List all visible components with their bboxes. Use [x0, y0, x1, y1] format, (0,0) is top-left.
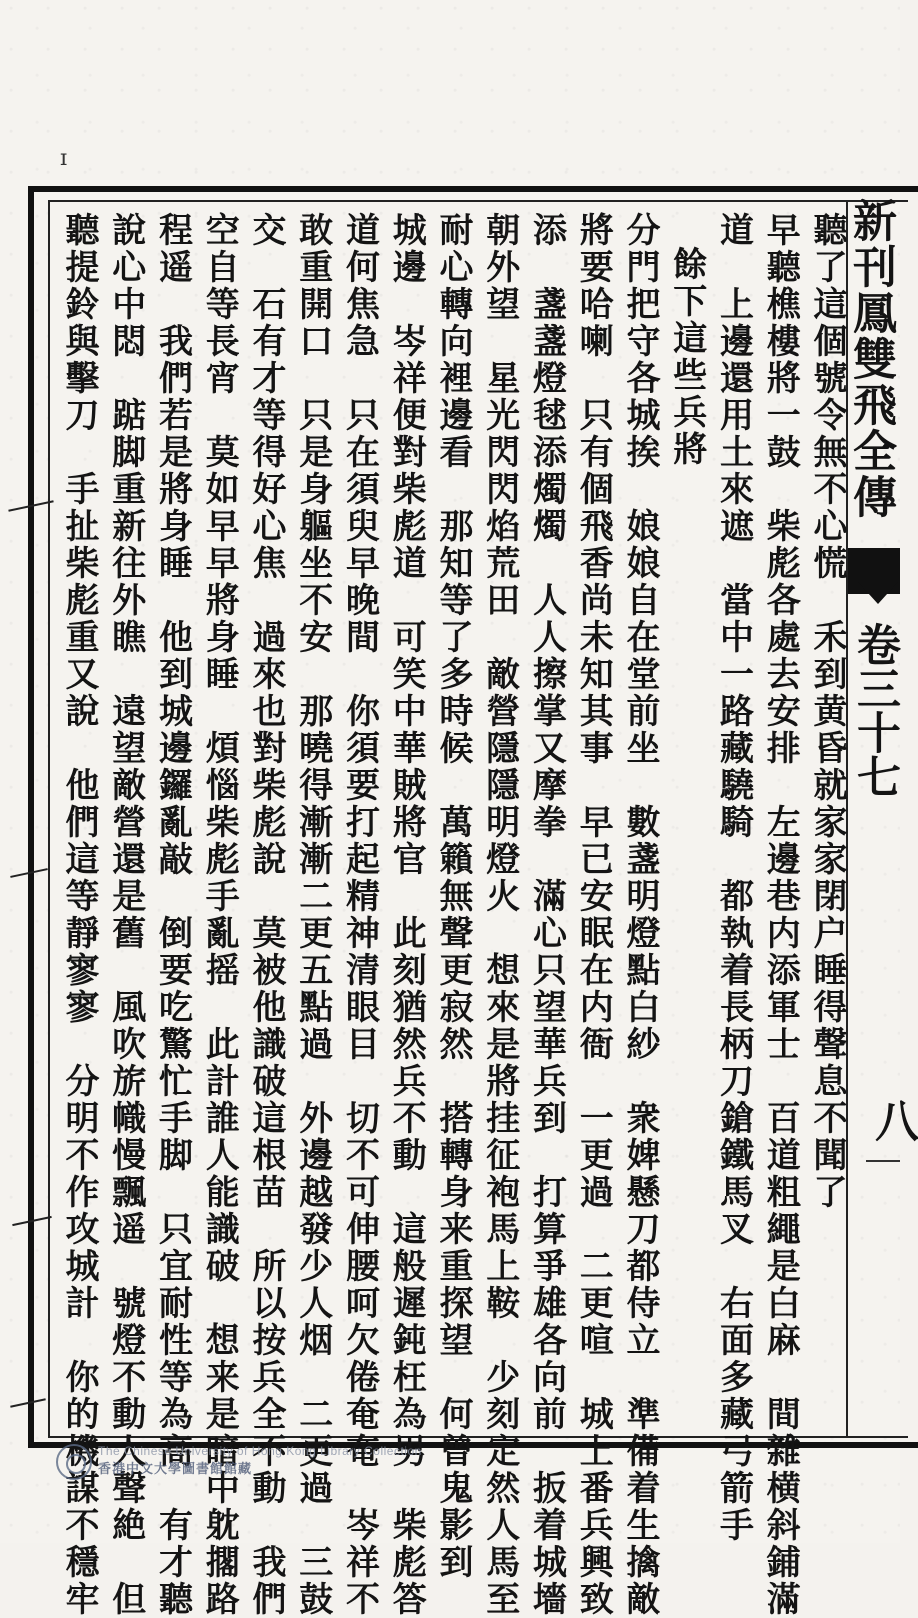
- text-column: 餘下這些兵將: [666, 246, 707, 468]
- volume-label: 卷三十七: [849, 622, 900, 798]
- text-column: 聽提鈴與擊刀 手扯柴彪重又說 他們這等靜寥寥 分明不作攻城計 你的機謀不穩牢: [59, 212, 99, 1618]
- text-column: 交 石有才等得好心焦 過來也對柴彪說 莫被他識破這根苗 所以按兵全不動 我們: [246, 212, 286, 1618]
- watermark-english: The Chinese University of Hong Kong Library Collection: [98, 1444, 422, 1458]
- text-column: 程遥 我們若是將身睡 他到城邊鑼亂敲 倒要吃驚忙手脚 只宜耐性等為高 有才聽: [152, 212, 193, 1618]
- fishtail-notch: [858, 582, 898, 604]
- university-seal-icon: [56, 1444, 92, 1480]
- watermark-chinese: 香港中文大學圖書館館藏: [98, 1462, 253, 1477]
- page-number: 八: [867, 1098, 918, 1142]
- page-marker-line: [866, 1160, 900, 1162]
- text-column: 道何焦急 只在須臾早晚間 你須要打起精神清眼目 切不可伸腰呵欠倦奄奄 岑祥不: [339, 212, 380, 1618]
- text-column: 將要哈喇 只有個飛香尚未知其事 早已安眠在内衙 一更過 二更喧 城上番兵興致: [573, 212, 614, 1618]
- text-column: 聽了這個號令無不心慌 禾到黄昏就家家閉户睡得聲息不聞了: [807, 212, 847, 1211]
- text-column: 添 盞盞燈毬添燭燭 人人擦掌又摩拳 滿心只望華兵到 打算爭雄各向前 扳着城墻: [526, 212, 567, 1618]
- text-column: 空自等長宵 莫如早早將身睡 煩惱柴彪手亂摇 此計誰人能識破 想来是暗中躭擱路: [199, 212, 240, 1618]
- library-watermark: [56, 1444, 422, 1480]
- text-column: 城邊 岑祥便對柴彪道 可笑中華賊將官 此刻猶然兵不動 這般遲鈍枉為男 柴彪答: [386, 212, 427, 1618]
- text-column: 早聽樵樓將一鼓 柴彪各處去安排 左邊巷内添軍士 百道粗繩是白麻 間雜横斜鋪滿: [760, 212, 801, 1618]
- corner-mark: ɪ: [60, 146, 68, 171]
- text-column: 分門把守各城挨 娘娘自在堂前坐 數盞明燈點白紗 衆婢懸刀都侍立 準備着生擒敵: [620, 212, 660, 1618]
- text-column: 耐心轉向裡邊看 那知等了多時候 萬籟無聲更寂然 搭轉身来重探望 何曾鬼影到: [433, 212, 473, 1581]
- text-column: 道 上邊還用土來遮 當中一路藏驍騎 都執着長柄刀鎗鐵馬叉 右面多藏弓箭手: [713, 212, 754, 1544]
- book-title: 新刊鳳雙飛全傳: [845, 198, 896, 520]
- text-column: 說心中悶 踮脚重新往外瞧 遠望敵營還是舊 風吹旂幟慢飄遥 號燈不動人聲絶 但: [105, 212, 146, 1618]
- text-column: 朝外望 星光閃閃焰荒田 敵營隱隱明燈火 想來是將挂征袍馬上鞍 少刻定然人馬至: [479, 212, 520, 1618]
- text-column: 敢重開口 只是身軀坐不安 那曉得漸漸二更五點過 外邊越發少人烟 二更過 三鼓: [292, 212, 333, 1618]
